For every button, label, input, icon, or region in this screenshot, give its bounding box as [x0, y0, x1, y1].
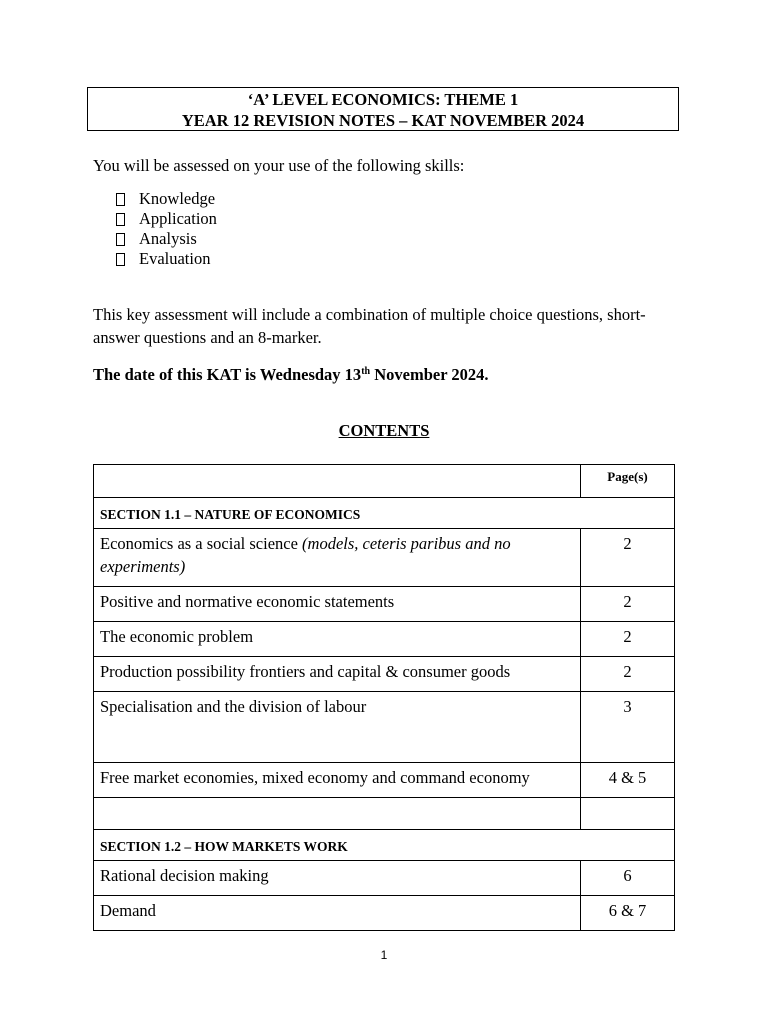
- skill-label: Knowledge: [139, 189, 216, 208]
- list-item: [116, 189, 217, 209]
- table-row: [94, 692, 675, 763]
- topic-cell: Rational decision making: [94, 861, 581, 896]
- page-number: 1: [380, 948, 388, 962]
- page-cell: 2: [581, 587, 675, 622]
- pages-column-header: Page(s): [581, 465, 675, 498]
- page-cell: 2: [581, 529, 675, 587]
- topic-cell: Free market economies, mixed economy and command economy: [94, 763, 581, 798]
- skill-label: Application: [139, 209, 217, 228]
- section-title: SECTION 1.1 – NATURE OF ECONOMICS: [100, 507, 361, 522]
- table-header-blank: [94, 465, 581, 498]
- table-row: [94, 587, 675, 622]
- topic-title: Economics as a social science: [100, 534, 303, 553]
- document-title-box: [87, 87, 679, 131]
- blank-cell: [581, 798, 675, 830]
- topic-note: (models, ceteris paribus and no experiments): [100, 534, 511, 576]
- bullet-box-icon: [116, 253, 125, 266]
- table-row: [94, 657, 675, 692]
- bullet-box-icon: [116, 233, 125, 246]
- section-title-cell: [94, 498, 675, 529]
- topic-cell: Positive and normative economic statements: [94, 587, 581, 622]
- bullet-box-icon: [116, 213, 125, 226]
- section-title-cell: [94, 830, 675, 861]
- page-cell: 2: [581, 622, 675, 657]
- contents-heading: CONTENTS: [338, 421, 430, 440]
- topic-cell: Demand: [94, 896, 581, 931]
- topic-cell: Production possibility frontiers and capital & consumer goods: [94, 657, 581, 692]
- page-cell: 4 & 5: [581, 763, 675, 798]
- title-line-2: YEAR 12 REVISION NOTES – KAT NOVEMBER 2024: [181, 111, 585, 130]
- section-row: [94, 498, 675, 529]
- table-row: [94, 896, 675, 931]
- section-row: [94, 830, 675, 861]
- skills-intro: You will be assessed on your use of the following skills:: [93, 156, 465, 175]
- topic-cell: The economic problem: [94, 622, 581, 657]
- title-line-1: ‘A’ LEVEL ECONOMICS: THEME 1: [247, 90, 519, 109]
- table-row: [94, 622, 675, 657]
- blank-row: [94, 798, 675, 830]
- list-item: [116, 209, 217, 229]
- kat-date-text: The date of this KAT is Wednesday 13: [93, 365, 362, 384]
- blank-cell: [94, 798, 581, 830]
- list-item: [116, 229, 217, 249]
- topic-cell: Specialisation and the division of labour: [94, 692, 581, 763]
- topic-cell: [94, 529, 581, 587]
- bullet-box-icon: [116, 193, 125, 206]
- kat-date-month: November 2024.: [370, 365, 489, 384]
- skill-label: Evaluation: [139, 249, 211, 268]
- page-cell: 6 & 7: [581, 896, 675, 931]
- skill-label: Analysis: [139, 229, 197, 248]
- table-header-row: [94, 465, 675, 498]
- assessment-description: This key assessment will include a combination of multiple choice questions, short-answer questions and an 8-marker.: [93, 305, 646, 347]
- table-row: [94, 763, 675, 798]
- contents-table: [93, 464, 675, 931]
- list-item: [116, 249, 217, 269]
- page-cell: 6: [581, 861, 675, 896]
- table-row: [94, 861, 675, 896]
- table-row: [94, 529, 675, 587]
- skills-list: [116, 189, 217, 269]
- section-title: SECTION 1.2 – HOW MARKETS WORK: [100, 839, 348, 854]
- page-cell: 3: [581, 692, 675, 763]
- kat-date-suffix: th: [361, 366, 371, 377]
- page-cell: 2: [581, 657, 675, 692]
- kat-date-statement: [93, 360, 488, 387]
